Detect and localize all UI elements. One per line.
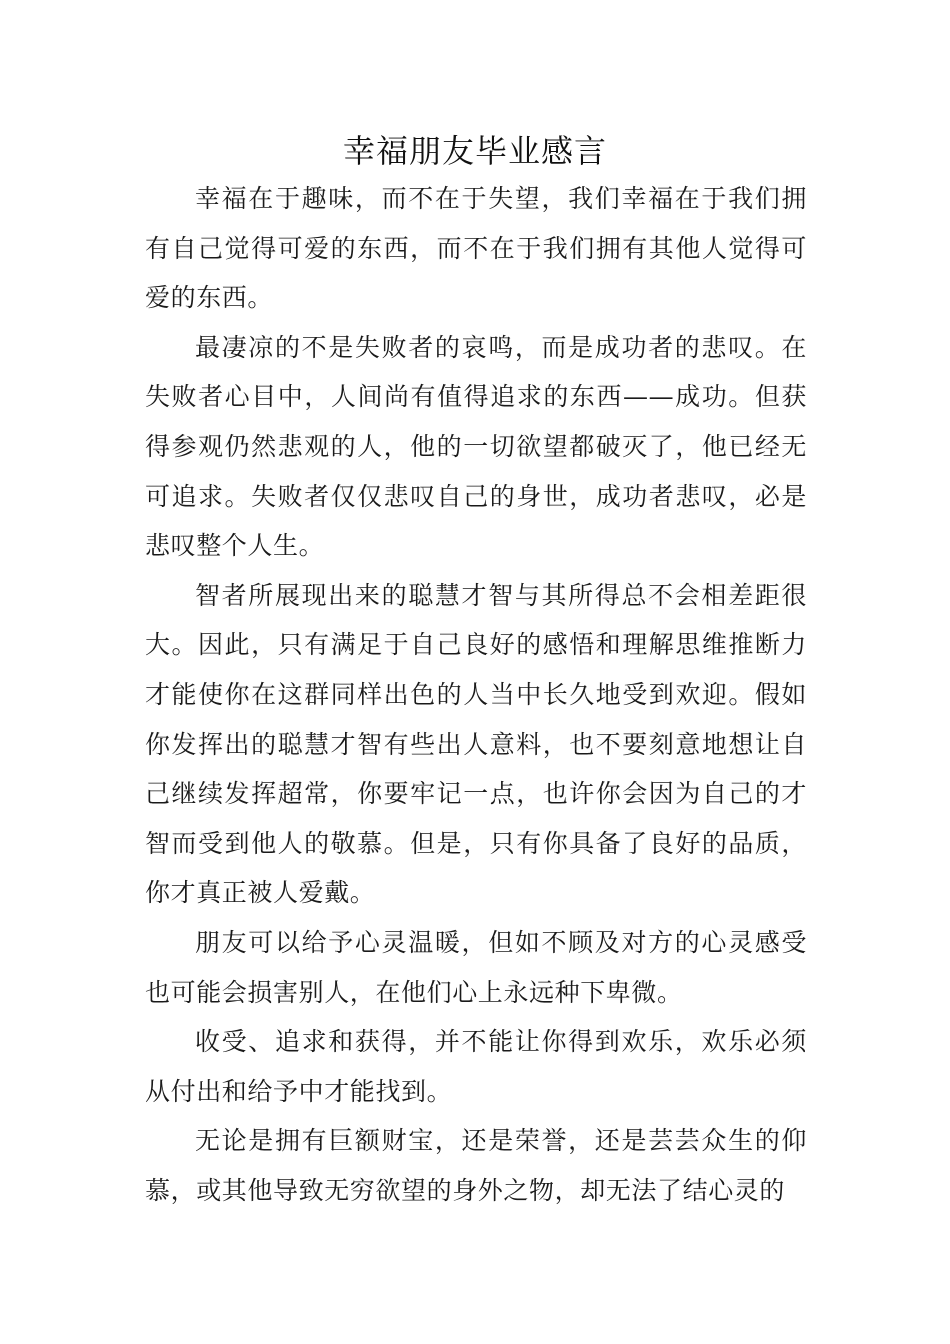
document-body (145, 174, 807, 1215)
paragraph-4: 朋友可以给予心灵温暖，但如不顾及对方的心灵感受也可能会损害别人，在他们心上永远种下卑微。 (145, 927, 807, 1007)
paragraph-2: 最凄凉的不是失败者的哀鸣，而是成功者的悲叹。在失败者心目中，人间尚有值得追求的东西——成功。但获得参观仍然悲观的人，他的一切欲望都破灭了，他已经无可追求。失败者仅仅悲叹自己的身世，成功者悲叹，必是悲叹整个人生。 (145, 332, 807, 561)
paragraph-6: 无论是拥有巨额财宝，还是荣誉，还是芸芸众生的仰慕，或其他导致无穷欲望的身外之物，却无法了结心灵的 (145, 1126, 807, 1205)
paragraph-3: 智者所展现出来的聪慧才智与其所得总不会相差距很大。因此，只有满足于自己良好的感悟和理解思维推断力才能使你在这群同样出色的人当中长久地受到欢迎。假如你发挥出的聪慧才智有些出人意料，也不要刻意地想让自己继续发挥超常，你要牢记一点，也许你会因为自己的才智而受到他人的敬慕。但是，只有你具备了良好的品质，你才真正被人爱戴。 (145, 580, 807, 908)
paragraph-5: 收受、追求和获得，并不能让你得到欢乐，欢乐必须从付出和给予中才能找到。 (145, 1027, 807, 1106)
paragraph-1: 幸福在于趣味，而不在于失望，我们幸福在于我们拥有自己觉得可爱的东西，而不在于我们拥有其他人觉得可爱的东西。 (145, 184, 807, 313)
page-title: 幸福朋友毕业感言 (342, 132, 607, 170)
